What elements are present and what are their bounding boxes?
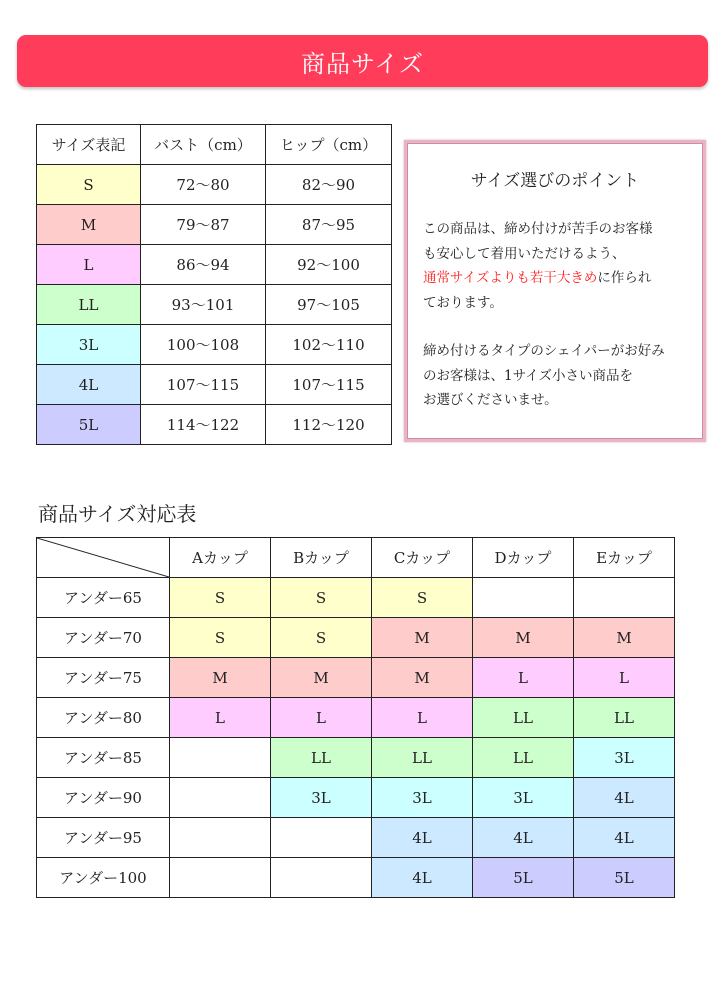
point-line: も安心して着用いただけるよう、 [423,245,626,262]
bust-cell: 79〜87 [141,205,266,245]
cup-size-cell: 4L [574,818,675,858]
hip-cell: 97〜105 [266,285,392,325]
page-title: 商品サイズ [300,49,425,78]
size-cell: 4L [37,365,141,405]
bust-cell: 114〜122 [141,405,266,445]
cup-size-cell [170,818,271,858]
size-cell: 5L [37,405,141,445]
cup-size-cell: LL [473,738,574,778]
cup-size-cell: L [271,698,372,738]
cup-size-cell [170,858,271,898]
size-point-box [404,140,706,442]
size-row [37,325,392,365]
size-point-title: サイズ選びのポイント [470,171,640,191]
header-size-label: サイズ表記 [37,125,141,165]
cup-table-title: 商品サイズ対応表 [38,502,197,526]
cup-row [37,618,675,658]
cup-size-cell [574,578,675,618]
cup-size-cell: LL [372,738,473,778]
size-cell: LL [37,285,141,325]
cup-size-cell: S [170,578,271,618]
cup-size-cell: S [372,578,473,618]
cup-size-cell: M [574,618,675,658]
under-cell: アンダー70 [37,618,170,658]
cup-size-table [36,537,675,898]
size-row [37,365,392,405]
size-chart-table [36,124,392,445]
diagonal-line-icon [37,538,169,577]
cup-row [37,658,675,698]
cup-header-cell: Eカップ [574,538,675,578]
cup-size-cell: M [170,658,271,698]
cup-header-cell: Cカップ [372,538,473,578]
hip-cell: 87〜95 [266,205,392,245]
size-point-text [423,217,702,413]
under-cell: アンダー75 [37,658,170,698]
cup-size-cell: LL [473,698,574,738]
size-cell: 3L [37,325,141,365]
cup-size-cell: L [574,658,675,698]
cup-size-cell: L [473,658,574,698]
point-line: のお客様は、1サイズ小さい商品を [423,367,634,384]
bust-cell: 107〜115 [141,365,266,405]
page-title-banner [17,35,708,87]
under-cell: アンダー100 [37,858,170,898]
cup-size-cell [271,858,372,898]
header-bust: バスト（cm） [141,125,266,165]
cup-row [37,738,675,778]
hip-cell: 82〜90 [266,165,392,205]
under-cell: アンダー85 [37,738,170,778]
cup-size-cell: 5L [574,858,675,898]
cup-size-cell: M [372,658,473,698]
point-line: この商品は、締め付けが苦手のお客様 [423,221,653,237]
bust-cell: 100〜108 [141,325,266,365]
under-cell: アンダー90 [37,778,170,818]
point-line [423,266,702,291]
size-row [37,245,392,285]
cup-size-cell: 3L [372,778,473,818]
hip-cell: 112〜120 [266,405,392,445]
cup-size-cell: S [271,618,372,658]
cup-header-row [37,538,675,578]
cup-size-cell [473,578,574,618]
bust-cell: 72〜80 [141,165,266,205]
corner-cell [37,538,170,578]
hip-cell: 107〜115 [266,365,392,405]
under-cell: アンダー65 [37,578,170,618]
cup-size-cell: L [372,698,473,738]
cup-size-cell: L [170,698,271,738]
cup-size-cell: M [473,618,574,658]
cup-size-cell: S [271,578,372,618]
size-row [37,165,392,205]
size-cell: S [37,165,141,205]
cup-size-cell: 4L [574,778,675,818]
cup-size-cell: 4L [372,858,473,898]
under-cell: アンダー95 [37,818,170,858]
cup-size-cell: M [372,618,473,658]
cup-size-cell: 3L [473,778,574,818]
cup-size-cell: 4L [372,818,473,858]
cup-row [37,698,675,738]
point-line: 締め付けるタイプのシェイパーがお好み [423,343,665,359]
size-row [37,205,392,245]
cup-row [37,858,675,898]
cup-size-cell [271,818,372,858]
cup-size-cell: 4L [473,818,574,858]
cup-size-cell: 3L [271,778,372,818]
header-hip: ヒップ（cm） [266,125,392,165]
cup-size-cell [170,738,271,778]
cup-size-cell: LL [574,698,675,738]
size-row [37,285,392,325]
cup-row [37,818,675,858]
cup-size-cell: S [170,618,271,658]
cup-row [37,778,675,818]
bust-cell: 93〜101 [141,285,266,325]
point-line: お選びくださいませ。 [423,392,558,408]
hip-cell: 102〜110 [266,325,392,365]
hip-cell: 92〜100 [266,245,392,285]
cup-size-cell: M [271,658,372,698]
under-cell: アンダー80 [37,698,170,738]
size-cell: L [37,245,141,285]
cup-row [37,578,675,618]
size-point-inner [407,143,703,439]
point-line: ております。 [423,294,503,311]
cup-header-cell: Bカップ [271,538,372,578]
cup-header-cell: Dカップ [473,538,574,578]
cup-size-cell: 5L [473,858,574,898]
size-cell: M [37,205,141,245]
size-chart-header-row [37,125,392,165]
size-row [37,405,392,445]
point-highlight: 通常サイズよりも若干大きめ [423,270,598,286]
cup-size-cell: LL [271,738,372,778]
cup-size-cell [170,778,271,818]
point-line-rest: に作られ [597,270,652,286]
cup-header-cell: Aカップ [170,538,271,578]
cup-size-cell: 3L [574,738,675,778]
bust-cell: 86〜94 [141,245,266,285]
